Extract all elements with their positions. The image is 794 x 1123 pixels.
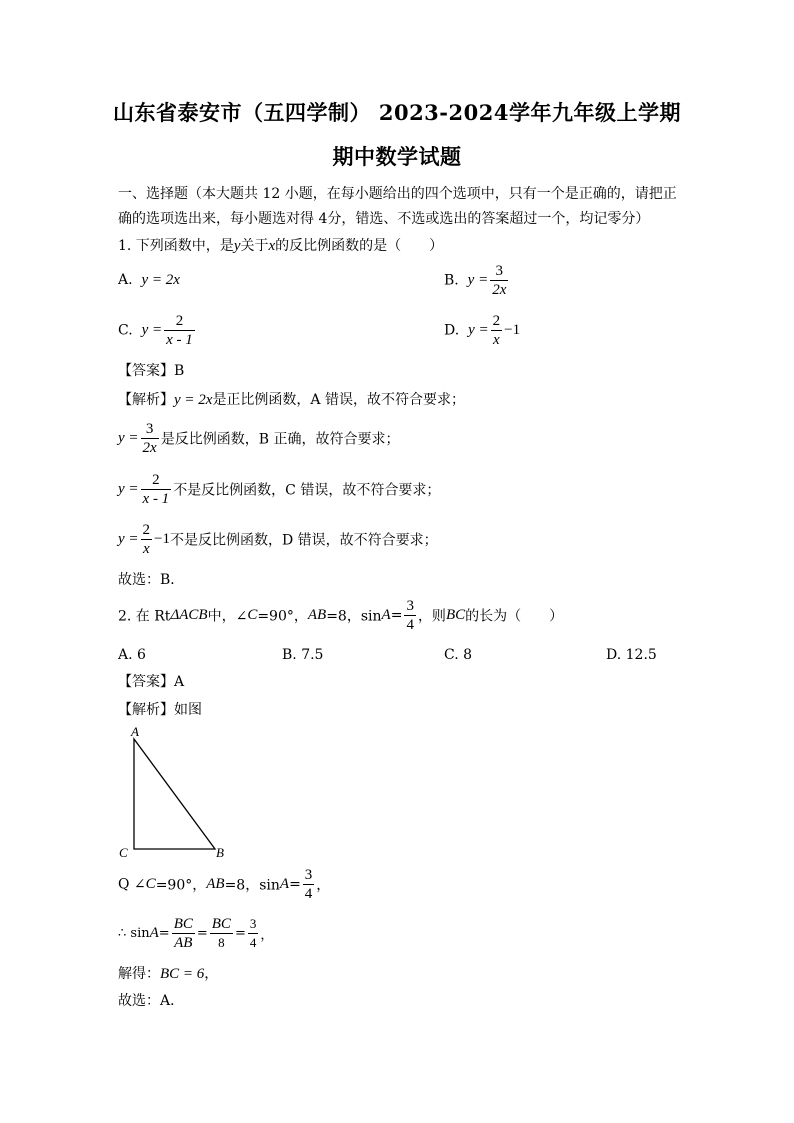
q2-analysis-intro: 【解析】如图 <box>118 702 202 718</box>
q1-option-b-lhs: y = <box>467 272 489 288</box>
q1-stem-mid: 关于 <box>240 238 269 254</box>
q1-analysis-4-fraction <box>141 521 153 558</box>
q1-option-d-numerator: 2 <box>492 313 501 329</box>
q1-option-c-label: C. <box>118 322 133 339</box>
q2-conclusion: 故选：A． <box>118 993 185 1009</box>
q2-s2-post: ， <box>260 928 274 943</box>
q2-stem-mid1: 中，∠ <box>207 608 248 625</box>
q2-stem-ab: AB <box>307 607 327 623</box>
q2-s2-f1-numerator: BC <box>173 916 193 932</box>
q1-option-a-expr: y = 2x <box>141 272 180 288</box>
q2-option-c: C. 8 <box>444 647 473 663</box>
q2-s1-denominator: 4 <box>304 886 313 902</box>
q2-s2-pre: ∴ sin <box>118 926 150 941</box>
q1-option-d-denominator: x <box>491 330 503 349</box>
q2-s3-pre: 解得： <box>118 966 160 982</box>
triangle-shape <box>134 739 215 849</box>
q2-stem-denominator: 4 <box>406 617 414 633</box>
q1-option-b-numerator: 3 <box>495 263 504 279</box>
q2-stem-eq: = <box>390 607 403 624</box>
q1-analysis-3-denominator: x - 1 <box>142 491 170 507</box>
q1-conclusion: 故选：B． <box>118 572 185 588</box>
document-title-line1: 山东省泰安市（五四学制） 2023-2024学年九年级上学期 <box>113 100 681 125</box>
q2-stem-triangle: ΔACB <box>170 607 208 623</box>
q1-option-d-label: D. <box>444 322 460 339</box>
q1-analysis-3-lhs: y = <box>118 481 139 497</box>
vertex-label-b: B <box>216 845 224 860</box>
q1-analysis-1-text: 是正比例函数，A 错误，故不符合要求； <box>212 392 465 408</box>
q2-s2-fraction2 <box>210 915 233 952</box>
q2-s3-post: ， <box>204 966 219 982</box>
q2-stem-c: C <box>247 607 258 623</box>
q2-stem-pre: 2. 在 Rt <box>118 608 171 625</box>
q2-stem-bc: BC <box>445 607 466 623</box>
q1-option-b-fraction <box>490 262 508 299</box>
q2-stem-mid4: ，则 <box>417 608 446 625</box>
q1-analysis-2-fraction <box>141 420 159 457</box>
q2-stem-a: A <box>381 607 391 623</box>
q2-s1-numerator: 3 <box>304 867 313 883</box>
q1-analysis-line1 <box>118 389 465 409</box>
q2-s1-fraction <box>303 866 315 903</box>
q1-analysis-3-fraction <box>141 471 172 508</box>
section-instructions-line2: 确的选项选出来，每小题选对得 4分，错选、不选或选出的答案超过一个，均记零分） <box>118 211 650 227</box>
q1-analysis-2-text: 是反比例函数，B 正确，故符合要求； <box>160 431 400 448</box>
q1-option-c <box>118 312 197 349</box>
vertex-label-c: C <box>119 845 128 860</box>
q2-s1-c: C <box>145 876 156 892</box>
q2-s1-mid2: =8，sin <box>224 877 280 894</box>
q2-s2-f2-numerator: BC <box>211 916 231 932</box>
q2-s2-f1-denominator: AB <box>172 933 195 952</box>
q1-analysis-2-numerator: 3 <box>145 421 154 437</box>
q1-analysis-4-text: 不是反比例函数，D 错误，故不符合要求； <box>170 532 438 549</box>
q2-s2-f3-denominator: 4 <box>249 935 257 950</box>
q2-option-b: B. 7.5 <box>282 647 324 663</box>
q2-s1-eq: = <box>289 876 301 893</box>
q1-option-d-fraction <box>491 312 503 349</box>
q1-analysis-4-denominator: x <box>141 539 153 558</box>
q1-analysis-4-tail: −1 <box>154 531 170 547</box>
q1-analysis-2-lhs: y = <box>118 430 139 446</box>
q2-answer: 【答案】A <box>118 674 185 690</box>
q2-s2-a: A <box>149 925 159 941</box>
question-2-stem <box>118 597 563 634</box>
q2-s2-fraction3 <box>248 915 259 952</box>
q1-option-a <box>118 272 180 289</box>
q2-s2-f2-denominator: 8 <box>210 933 233 952</box>
q1-stem-y: y <box>233 238 241 254</box>
q2-s1-pre: Q ∠ <box>118 876 146 893</box>
q1-option-c-numerator: 2 <box>175 313 184 329</box>
q1-option-b-label: B. <box>444 272 459 289</box>
q2-s2-fraction1 <box>172 915 195 952</box>
q1-analysis-1-expr: y = 2x <box>174 392 213 408</box>
q1-option-d-lhs: y = <box>468 322 489 338</box>
q1-analysis-4-numerator: 2 <box>142 522 151 538</box>
q2-solution-line1 <box>118 866 330 903</box>
q2-stem-numerator: 3 <box>406 598 414 614</box>
question-1-stem <box>118 235 443 255</box>
q2-s1-post: ， <box>316 877 331 894</box>
q2-solution-line3 <box>118 963 218 983</box>
q1-option-d-tail: −1 <box>504 322 521 338</box>
q2-s1-ab: AB <box>206 876 225 892</box>
q1-analysis-3-text: 不是反比例函数，C 错误，故不符合要求； <box>173 482 441 499</box>
q2-stem-fraction <box>404 597 416 634</box>
q1-answer: 【答案】B <box>118 363 185 379</box>
q1-option-d <box>444 312 520 349</box>
q1-stem-pre: 1. 下列函数中，是 <box>118 238 234 254</box>
q1-option-b <box>444 262 510 299</box>
q1-analysis-line4 <box>118 521 438 558</box>
q2-stem-mid3: =8，sin <box>326 608 382 625</box>
q1-stem-post: 的反比例函数的是（ ） <box>275 238 444 254</box>
q2-solution-line2: ∴ sinA= $\frac{BC}{AB}$ = $\frac{BC}{8}$ = $\frac{3}{4}$ ， <box>118 916 274 951</box>
document-title-line2: 期中数学试题 <box>332 144 462 169</box>
q2-option-d: D. 12.5 <box>606 647 657 663</box>
q1-option-c-lhs: y = <box>141 322 163 338</box>
q1-analysis-2-denominator: 2x <box>142 440 157 456</box>
q1-analysis-line2 <box>118 420 399 457</box>
q1-option-c-fraction <box>164 312 195 349</box>
q1-analysis-4-lhs: y = <box>118 531 139 547</box>
section-instructions-line1: 一、选择题（本大题共 12 小题，在每小题给出的四个选项中，只有一个是正确的，请把正 <box>118 186 677 202</box>
vertex-label-a: A <box>131 724 139 739</box>
q2-s2-eq: = <box>158 926 170 941</box>
q1-analysis-label: 【解析】 <box>118 392 174 408</box>
q2-option-a: A. 6 <box>118 647 146 663</box>
q2-s3-expr: BC = 6 <box>160 966 205 982</box>
q1-stem-x: x <box>268 238 276 254</box>
q1-option-a-label: A. <box>118 272 133 288</box>
q1-option-b-denominator: 2x <box>492 282 507 298</box>
q2-stem-post: 的长为（ ） <box>465 608 564 625</box>
q2-s1-a: A <box>279 876 290 892</box>
q1-option-c-denominator: x - 1 <box>166 332 193 348</box>
q2-stem-mid2: =90°， <box>257 608 308 625</box>
q2-s1-mid: =90°， <box>155 877 207 894</box>
q2-s2-f3-numerator: 3 <box>249 916 257 931</box>
q1-analysis-3-numerator: 2 <box>152 472 160 488</box>
q1-analysis-line3 <box>118 471 440 508</box>
